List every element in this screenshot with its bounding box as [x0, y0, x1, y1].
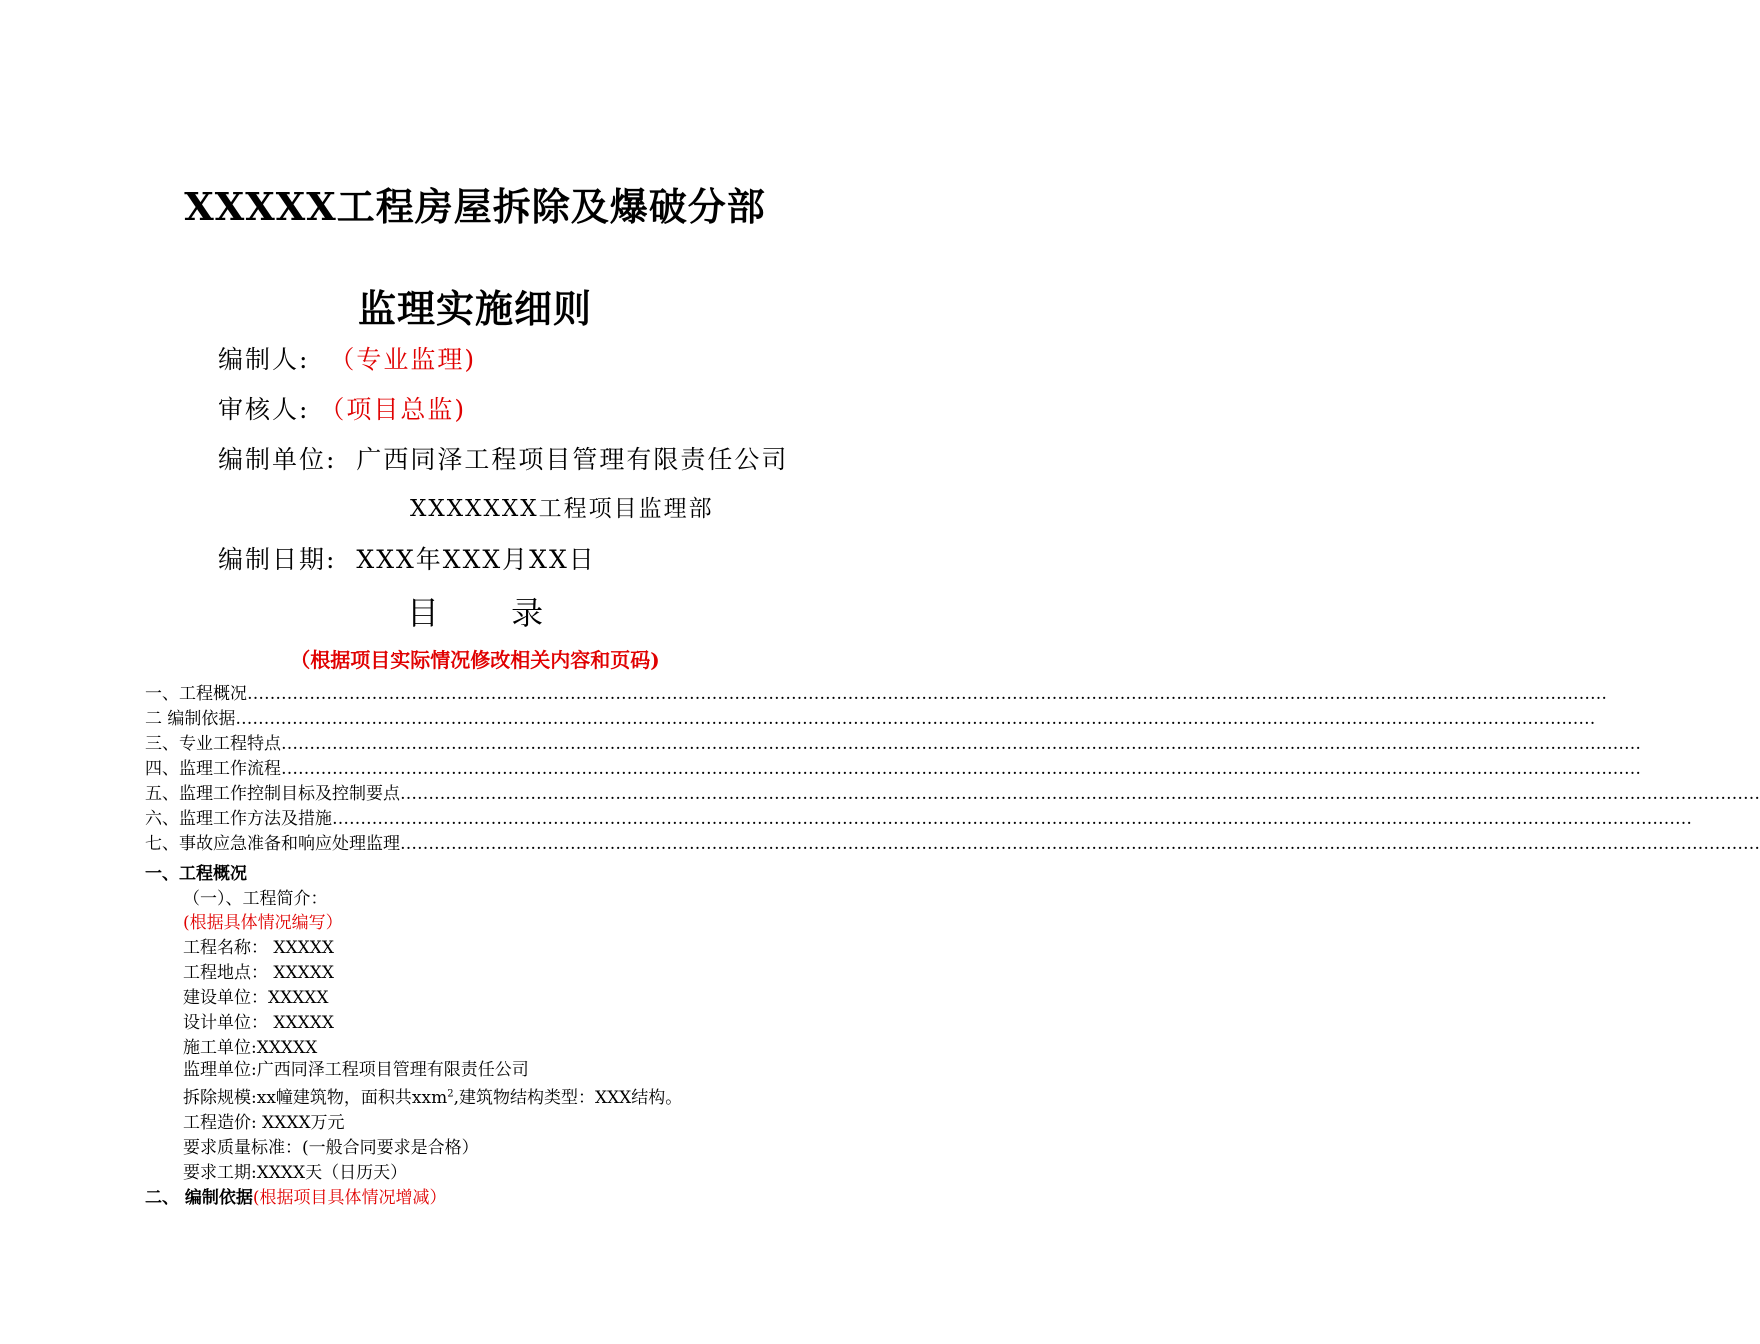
toc-leader-dots: …………………………………………………………………………………………………………………………………………………………………………………………………………………… [281, 734, 1641, 754]
section2-heading-row [145, 1183, 447, 1208]
demolition-scale [183, 1083, 682, 1108]
required-duration: 要求工期:XXXX天（日历天） [183, 1163, 408, 1183]
toc-leader-dots: …………………………………………………………………………………………………………………………………………………………………………………………………………………… [400, 834, 1760, 854]
toc-item-4[interactable] [145, 759, 1641, 779]
author-row [218, 340, 476, 376]
toc-heading-char2: 录 [511, 594, 544, 632]
toc-item-label: 一、工程概况 [145, 684, 247, 704]
quality-standard: 要求质量标准：(一般合同要求是合格） [183, 1138, 479, 1158]
section1-heading: 一、工程概况 [145, 864, 247, 884]
toc-item-1[interactable] [145, 684, 1607, 704]
owner-unit: 建设单位：XXXXX [183, 988, 329, 1008]
toc-item-label: 三、专业工程特点 [145, 734, 281, 754]
project-location: 工程地点： XXXXX [183, 963, 334, 983]
toc-item-2[interactable] [145, 709, 1596, 729]
project-cost: 工程造价: XXXX万元 [183, 1113, 345, 1133]
toc-leader-dots: …………………………………………………………………………………………………………………………………………………………………………………………………………………… [235, 709, 1596, 729]
reviewer-label: 审核人: [218, 395, 310, 424]
section2-note: (根据项目具体情况增减） [252, 1188, 447, 1208]
toc-item-label: 二 编制依据 [145, 709, 236, 729]
toc-heading-char1: 目 [406, 594, 439, 632]
supervision-unit: 监理单位:广西同泽工程项目管理有限责任公司 [183, 1060, 529, 1080]
unit-label: 编制单位: [218, 445, 337, 474]
toc-item-5[interactable] [145, 784, 1760, 804]
toc-item-label: 四、监理工作流程 [145, 759, 281, 779]
author-label: 编制人: [218, 345, 310, 374]
toc-heading [0, 588, 950, 634]
design-unit: 设计单位： XXXXX [183, 1013, 334, 1033]
project-name: 工程名称： XXXXX [183, 938, 334, 958]
toc-leader-dots: …………………………………………………………………………………………………………………………………………………………………………………………………………………… [247, 684, 1607, 704]
toc-item-7[interactable] [145, 834, 1760, 854]
document-title-line2: 监理实施细则 [357, 286, 592, 331]
author-value: （专业监理) [329, 345, 477, 374]
toc-leader-dots: …………………………………………………………………………………………………………………………………………………………………………………………………………………… [332, 809, 1692, 829]
demolition-scale-text-end: ,建筑物结构类型：XXX结构。 [453, 1088, 683, 1108]
toc-leader-dots: …………………………………………………………………………………………………………………………………………………………………………………………………………………… [281, 759, 1641, 779]
section2-heading: 二、 编制依据 [145, 1188, 253, 1208]
construction-unit: 施工单位:XXXXX [183, 1038, 318, 1058]
section1-note: (根据具体情况编写） [183, 913, 343, 933]
date-row [218, 540, 596, 576]
toc-leader-dots: …………………………………………………………………………………………………………………………………………………………………………………………………………………… [400, 784, 1760, 804]
reviewer-row [218, 390, 466, 426]
area-unit-superscript: 2 [447, 1088, 454, 1100]
unit-value: 广西同泽工程项目管理有限责任公司 [356, 445, 789, 474]
document-title-line1: XXXXX工程房屋拆除及爆破分部 [184, 184, 766, 229]
demolition-scale-text: 拆除规模:xx幢建筑物，面积共xxm [183, 1088, 448, 1108]
reviewer-value: （项目总监) [319, 395, 467, 424]
toc-item-label: 七、事故应急准备和响应处理监理 [145, 834, 400, 854]
toc-item-label: 六、监理工作方法及措施 [145, 809, 332, 829]
unit-value-2: XXXXXXX工程项目监理部 [410, 496, 714, 522]
toc-item-label: 五、监理工作控制目标及控制要点 [145, 784, 400, 804]
toc-note: （根据项目实际情况修改相关内容和页码) [290, 648, 660, 672]
unit-row [218, 440, 788, 476]
section1-subheading: （一）、工程简介： [183, 889, 328, 909]
date-label: 编制日期: [218, 545, 337, 574]
date-value: XXX年XXX月XX日 [356, 545, 596, 574]
toc-item-6[interactable] [145, 809, 1692, 829]
toc-item-3[interactable] [145, 734, 1641, 754]
